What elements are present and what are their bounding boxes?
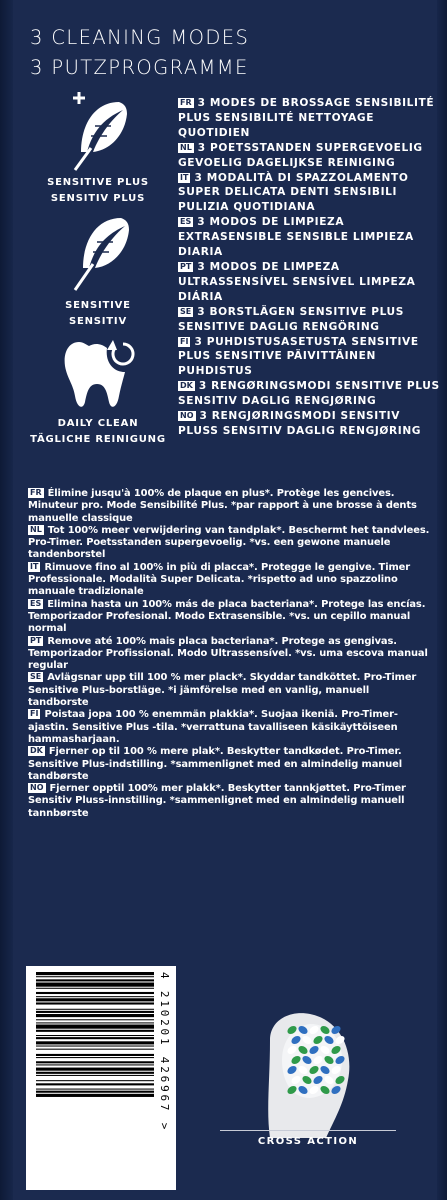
feather-icon xyxy=(53,212,143,294)
barcode-bar xyxy=(36,1046,154,1047)
benefit-text: Fjerner op til 100 % mere plak*. Beskytter tandkødet. Pro-Timer. Sensitive Plus-indstilling. *sammenlignet med en almindelig manuel tandbørste xyxy=(28,746,403,782)
translation-item xyxy=(178,305,440,335)
language-code-badge: NO xyxy=(30,783,44,793)
translation-text: 3 PUHDISTUSASETUSTA SENSITIVE PLUS SENSITIVE PÄIVITTÄINEN PUHDISTUS xyxy=(178,335,419,378)
translation-text: 3 RENGJØRINGSMODI SENSITIV PLUSS SENSITIV DAGLIG RENGJØRING xyxy=(178,410,422,437)
barcode-bar xyxy=(36,1075,154,1076)
translation-text: 3 RENGØRINGSMODI SENSITIVE PLUS SENSITIV DAGLIG RENGJØRING xyxy=(178,380,440,408)
barcode-bar xyxy=(36,1061,154,1063)
translation-text: 3 MODES DE BROSSAGE SENSIBILITÉ PLUS SENSIBILITÉ NETTOYAGE QUOTIDIEN xyxy=(178,97,435,139)
mode-label: TÄGLICHE REINIGUNG xyxy=(30,434,166,445)
barcode-bar xyxy=(36,1089,154,1090)
mode-sensitive xyxy=(18,212,178,330)
translation-item xyxy=(178,260,440,305)
barcode-digits: 4 210201 426967 > xyxy=(158,972,171,1133)
barcode-bar xyxy=(36,1014,154,1017)
title-de: 3 PUTZPROGRAMME xyxy=(30,56,249,79)
mode-label: SENSITIVE xyxy=(65,300,131,311)
language-code-badge: DK xyxy=(30,746,43,756)
benefit-item xyxy=(28,488,433,525)
barcode-bar xyxy=(36,976,154,977)
barcode-bars xyxy=(26,966,158,1190)
mode-daily-clean xyxy=(18,334,178,448)
barcode-bar xyxy=(36,998,154,1001)
barcode-bar xyxy=(36,1025,154,1029)
language-code-badge: SE xyxy=(180,306,192,316)
translation-item xyxy=(178,335,440,380)
mode-label: SENSITIVE PLUS xyxy=(47,177,149,188)
barcode-bar xyxy=(36,1094,154,1097)
barcode-bar xyxy=(36,1068,154,1071)
barcode-bar xyxy=(36,1009,154,1010)
barcode-bar xyxy=(36,1019,154,1020)
language-code-badge: FR xyxy=(180,98,192,107)
language-code-badge: IT xyxy=(30,561,39,571)
translation-item xyxy=(178,171,440,216)
translation-text: 3 POETSSTANDEN SUPERGEVOELIG GEVOELIG DAGELIJKSE REINIGING xyxy=(178,141,423,169)
benefit-item xyxy=(28,709,433,746)
translation-item xyxy=(178,141,440,171)
benefit-text: Rimuove fino al 100% in più di placca*. Protegge le gengive. Timer Professionale. Modalità Super Delicata. *rispetto ad uno spazzolino manuale tradizionale xyxy=(28,561,411,598)
language-code-badge: ES xyxy=(180,217,192,227)
benefit-text: Fjerner opptil 100% mer plakk*. Beskytter tannkjøttet. Pro-Timer Sensitiv Pluss-innstilling. *sammenlignet med en almindelig manuell tannbørste xyxy=(28,783,406,819)
language-code-badge: NO xyxy=(180,411,194,421)
barcode-bar xyxy=(36,1091,154,1093)
language-code-badge: NL xyxy=(180,142,192,152)
barcode-bar xyxy=(36,1030,154,1032)
mode-label: SENSITIV PLUS xyxy=(50,193,146,204)
brush-head-image xyxy=(230,1000,386,1138)
barcode-bar xyxy=(36,1049,154,1050)
translation-text: 3 BORSTLÄGEN SENSITIVE PLUS SENSITIVE DAGLIG RENGÖRING xyxy=(178,305,404,333)
benefit-item xyxy=(28,746,433,783)
benefit-item xyxy=(28,636,433,673)
benefit-item xyxy=(28,525,433,562)
language-code-badge: IT xyxy=(180,172,189,182)
translation-item xyxy=(178,379,440,409)
benefit-text: Avlägsnar upp till 100 % mer plack*. Skyddar tandköttet. Pro-Timer Sensitive Plus-borstläge. *i jämförelse med en vanlig, manuell tandborste xyxy=(28,672,417,709)
translation-item xyxy=(178,215,440,260)
benefit-text: Remove até 100% mais placa bacteriana*. Protege as gengivas. Temporizador Profissional. Modo Ultrassensível. *vs. uma escova manual regular xyxy=(28,635,428,672)
language-code-badge: NL xyxy=(30,524,42,534)
language-code-badge: FI xyxy=(30,709,39,719)
benefit-text: Tot 100% meer verwijdering van tandplak*. Beschermt het tandvlees. Pro-Timer. Poetsstanden supergevoelig. *vs. een gewone manuele tandenborstel xyxy=(28,524,430,561)
translation-text: 3 MODOS DE LIMPIEZA EXTRASENSIBLE SENSIBLE LIMPIEZA DIARIA xyxy=(178,216,414,259)
divider xyxy=(220,1130,396,1131)
barcode-bar xyxy=(36,1037,154,1039)
language-code-badge: SE xyxy=(30,672,42,682)
package-panel xyxy=(18,0,440,1200)
language-code-badge: FI xyxy=(180,336,189,346)
cross-action-label: CROSS ACTION xyxy=(257,1136,359,1147)
barcode-bar xyxy=(36,1011,154,1013)
feather-plus-icon xyxy=(53,90,143,175)
barcode-bar xyxy=(36,992,154,994)
translation-item xyxy=(178,409,440,439)
barcode-bar xyxy=(36,1083,154,1085)
language-code-badge: FR xyxy=(30,488,42,497)
benefit-item xyxy=(28,672,433,709)
translation-text: 3 MODOS DE LIMPEZA ULTRASSENSÍVEL SENSÍVEL LIMPEZA DIÁRIA xyxy=(178,260,416,303)
tooth-refresh-icon xyxy=(53,334,143,414)
barcode-bar xyxy=(36,988,154,989)
barcode-bar xyxy=(36,1080,154,1081)
benefit-text: Élimine jusqu'à 100% de plaque en plus*. Protège les gencives. Minuteur pro. Mode Sensibilité Plus. *par rapport à une brosse à dents manuelle classique xyxy=(28,488,417,524)
barcode-bar xyxy=(36,1072,154,1074)
barcode-bar xyxy=(36,1054,154,1056)
mode-label: SENSITIV xyxy=(68,316,127,327)
translation-text: 3 MODALITÀ DI SPAZZOLAMENTO SUPER DELICATA DENTI SENSIBILI PULIZIA QUOTIDIANA xyxy=(178,171,409,214)
barcode-bar xyxy=(36,1035,154,1036)
box-left-edge xyxy=(0,0,13,1200)
barcode-bar xyxy=(36,1064,154,1065)
barcode-bar xyxy=(36,1057,154,1058)
language-code-badge: PT xyxy=(180,261,192,271)
benefit-text: Elimina hasta un 100% más de placa bacteriana*. Protege las encías. Temporizador Profesional. Modo Extrasensible. *vs. un cepillo manual normal xyxy=(28,598,426,635)
barcode-bar xyxy=(36,996,154,997)
barcode xyxy=(26,966,176,1190)
barcode-bar xyxy=(36,1041,154,1044)
translation-item xyxy=(178,96,440,141)
language-code-badge: DK xyxy=(180,381,193,391)
benefit-text: Poistaa jopa 100 % enemmän plakkia*. Suojaa ikeniä. Pro-Timer-ajastin. Sensitive Plus -tila. *verrattuna tavalliseen käsikäyttöiseen hammasharjaan. xyxy=(28,709,398,745)
mode-translations xyxy=(178,96,440,439)
mode-sensitive-plus xyxy=(18,90,178,207)
barcode-bar xyxy=(36,1022,154,1023)
mode-label: DAILY CLEAN xyxy=(57,418,139,429)
language-code-badge: PT xyxy=(30,635,42,645)
benefit-item xyxy=(28,599,433,636)
barcode-bar xyxy=(36,972,154,975)
title-en: 3 CLEANING MODES xyxy=(30,26,250,49)
benefit-item xyxy=(28,562,433,599)
language-code-badge: ES xyxy=(30,598,42,608)
barcode-bar xyxy=(36,983,154,987)
benefit-translations xyxy=(28,488,433,820)
benefit-item xyxy=(28,783,433,820)
barcode-bar xyxy=(36,979,154,981)
barcode-bar xyxy=(36,1002,154,1004)
